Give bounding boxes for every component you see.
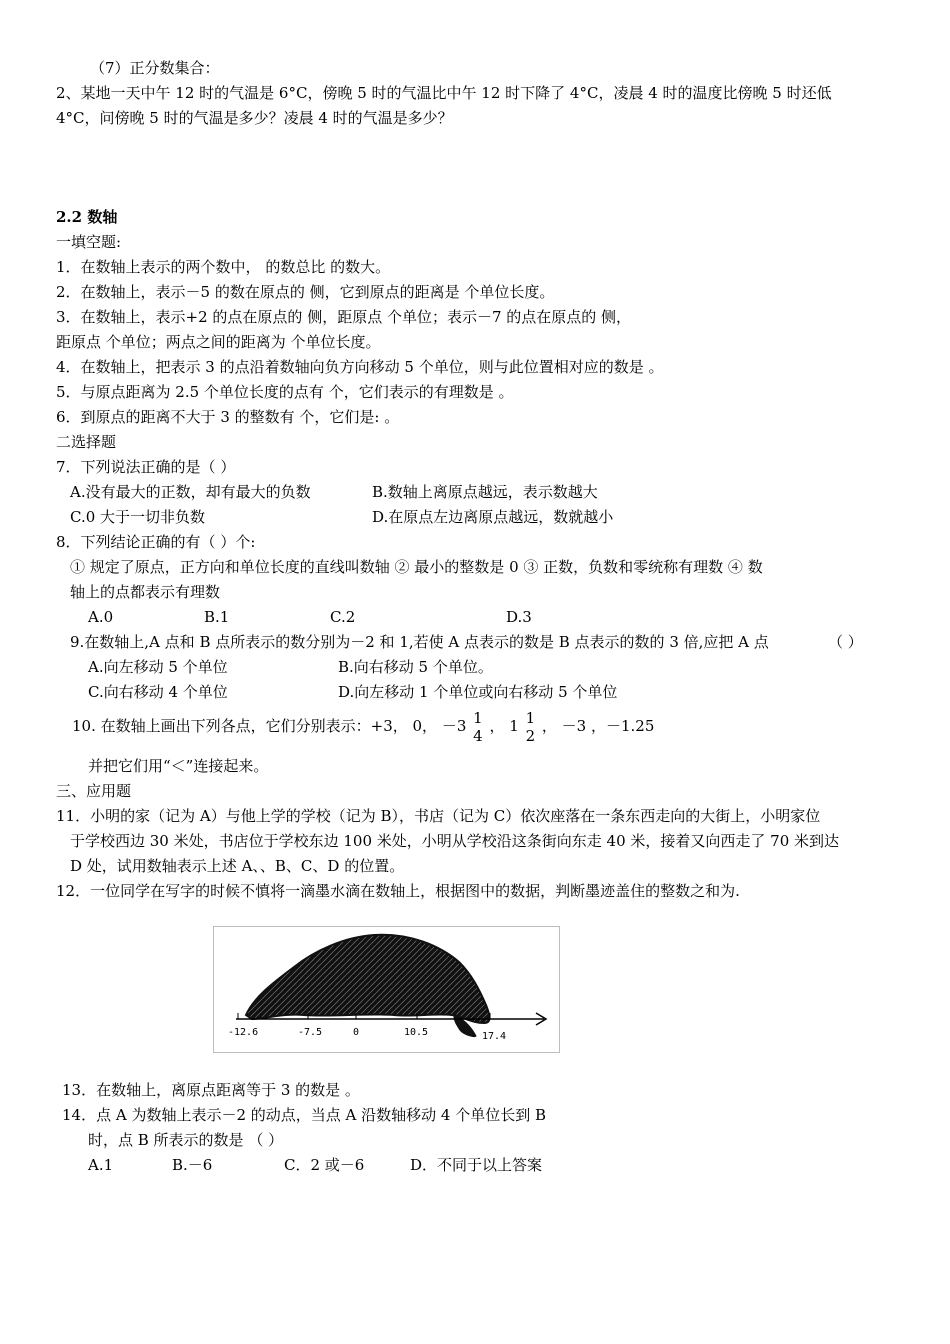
choice-q8-statements-line-2: 轴上的点都表示有理数 — [70, 583, 221, 601]
fraction-numerator: 1 — [473, 709, 483, 727]
fraction-denominator: 2 — [525, 727, 536, 745]
tick-label: -7.5 — [298, 1027, 323, 1038]
fill-q3-line-2: 距原点 个单位；两点之间的距离为 个单位长度。 — [56, 333, 381, 351]
app-q12: 12．一位同学在写字的时候不慎将一滴墨水滴在数轴上，根据图中的数据，判断墨迹盖住的整数之和为. — [56, 882, 740, 900]
fill-q4: 4．在数轴上，把表示 3 的点沿着数轴向负方向移动 5 个单位，则与此位置相对应的数是 。 — [56, 358, 664, 376]
choice-q7-option-b: B.数轴上离原点越远，表示数越大 — [372, 483, 598, 501]
question-10-line-1 — [72, 706, 654, 746]
choice-q7-option-c: C.0 大于一切非负数 — [70, 508, 206, 526]
app-q14-option-b: B.－6 — [172, 1156, 213, 1174]
choice-q8-option-c: C.2 — [330, 608, 356, 626]
fraction-numerator: 1 — [525, 709, 536, 727]
part-1-heading: 一填空题: — [56, 233, 122, 251]
app-q11-line-1: 11．小明的家（记为 A）与他上学的学校（记为 B），书店（记为 C）依次座落在一条东西走向的大街上，小明家位 — [56, 807, 821, 825]
fraction-denominator: 4 — [473, 727, 483, 745]
choice-q9-option-a: A.向左移动 5 个单位 — [88, 658, 228, 676]
question-2-line-1: 2、某地一天中午 12 时的气温是 6°C，傍晚 5 时的气温比中午 12 时下降了 4°C，凌晨 4 时的温度比傍晚 5 时还低 — [56, 84, 832, 102]
app-q14-option-c: C．2 或－6 — [284, 1156, 365, 1174]
fill-q3-line-1: 3．在数轴上，表示+2 的点在原点的 侧，距原点 个单位；表示－7 的点在原点的 侧， — [56, 308, 632, 326]
choice-q8-option-a: A.0 — [88, 608, 114, 626]
fraction-one-half — [526, 709, 536, 745]
tick-label: 0 — [353, 1027, 360, 1038]
q10-middle: ， 1 — [489, 717, 519, 735]
app-q14-line-2: 时，点 B 所表示的数是 （ ） — [88, 1131, 284, 1149]
question-10-line-2: 并把它们用“＜”连接起来。 — [88, 757, 269, 775]
fill-q6: 6．到原点的距离不大于 3 的整数有 个，它们是: 。 — [56, 408, 400, 426]
choice-q7-option-d: D.在原点左边离原点越远，数就越小 — [372, 508, 614, 526]
choice-q9-option-d: D.向左移动 1 个单位或向右移动 5 个单位 — [338, 683, 618, 701]
choice-q8: 8．下列结论正确的有（ ）个: — [56, 533, 256, 551]
choice-q7: 7．下列说法正确的是（ ） — [56, 458, 236, 476]
choice-q9-option-c: C.向右移动 4 个单位 — [88, 683, 228, 701]
choice-q8-option-b: B.1 — [204, 608, 230, 626]
item-7-positive-fraction-set: （7）正分数集合： — [90, 59, 220, 77]
q10-prefix: 10. 在数轴上画出下列各点，它们分别表示：+3， 0， －3 — [72, 717, 467, 735]
choice-q8-option-d: D.3 — [506, 608, 532, 626]
tick-label: 17.4 — [482, 1031, 507, 1042]
ink-blot-number-line-figure — [213, 926, 560, 1053]
tick-label: -12.6 — [228, 1027, 259, 1038]
choice-q9-option-b: B.向右移动 5 个单位。 — [338, 658, 493, 676]
app-q14-option-d: D．不同于以上答案 — [410, 1156, 543, 1174]
app-q14-line-1: 14．点 A 为数轴上表示－2 的动点，当点 A 沿数轴移动 4 个单位长到 B — [62, 1106, 547, 1124]
fill-q5: 5．与原点距离为 2.5 个单位长度的点有 个，它们表示的有理数是 。 — [56, 383, 514, 401]
app-q11-line-2: 于学校西边 30 米处，书店位于学校东边 100 米处，小明从学校沿这条街向东走 40 米，接着又向西走了 70 米到达 — [70, 832, 840, 850]
ink-blot — [246, 935, 490, 1023]
choice-q9-answer-paren: （ ） — [828, 633, 863, 651]
fill-q2: 2．在数轴上，表示－5 的数在原点的 侧，它到原点的距离是 个单位长度。 — [56, 283, 555, 301]
app-q14-option-a: A.1 — [88, 1156, 114, 1174]
choice-q8-statements-line-1: ① 规定了原点，正方向和单位长度的直线叫数轴 ② 最小的整数是 0 ③ 正数，负数和零统称有理数 ④ 数 — [70, 558, 763, 576]
part-3-heading: 三、应用题 — [56, 782, 132, 800]
question-2-line-2: 4°C，问傍晚 5 时的气温是多少？凌晨 4 时的气温是多少？ — [56, 109, 453, 127]
fill-q1: 1．在数轴上表示的两个数中， 的数总比 的数大。 — [56, 258, 391, 276]
number-line-svg — [214, 927, 559, 1052]
fraction-one-quarter — [473, 709, 483, 745]
app-q13: 13．在数轴上，离原点距离等于 3 的数是 。 — [62, 1081, 360, 1099]
tick-label: 10.5 — [404, 1027, 429, 1038]
app-q11-line-3: D 处，试用数轴表示上述 A、、B、C、D 的位置。 — [70, 857, 405, 875]
q10-suffix: ， －3 ，－1.25 — [541, 717, 655, 735]
part-2-heading: 二选择题 — [56, 433, 117, 451]
choice-q7-option-a: A.没有最大的正数，却有最大的负数 — [70, 483, 311, 501]
choice-q9: 9.在数轴上,A 点和 B 点所表示的数分别为－2 和 1,若使 A 点表示的数是 B 点表示的数的 3 倍,应把 A 点 — [70, 633, 769, 651]
section-title: 2.2 数轴 — [56, 208, 118, 226]
